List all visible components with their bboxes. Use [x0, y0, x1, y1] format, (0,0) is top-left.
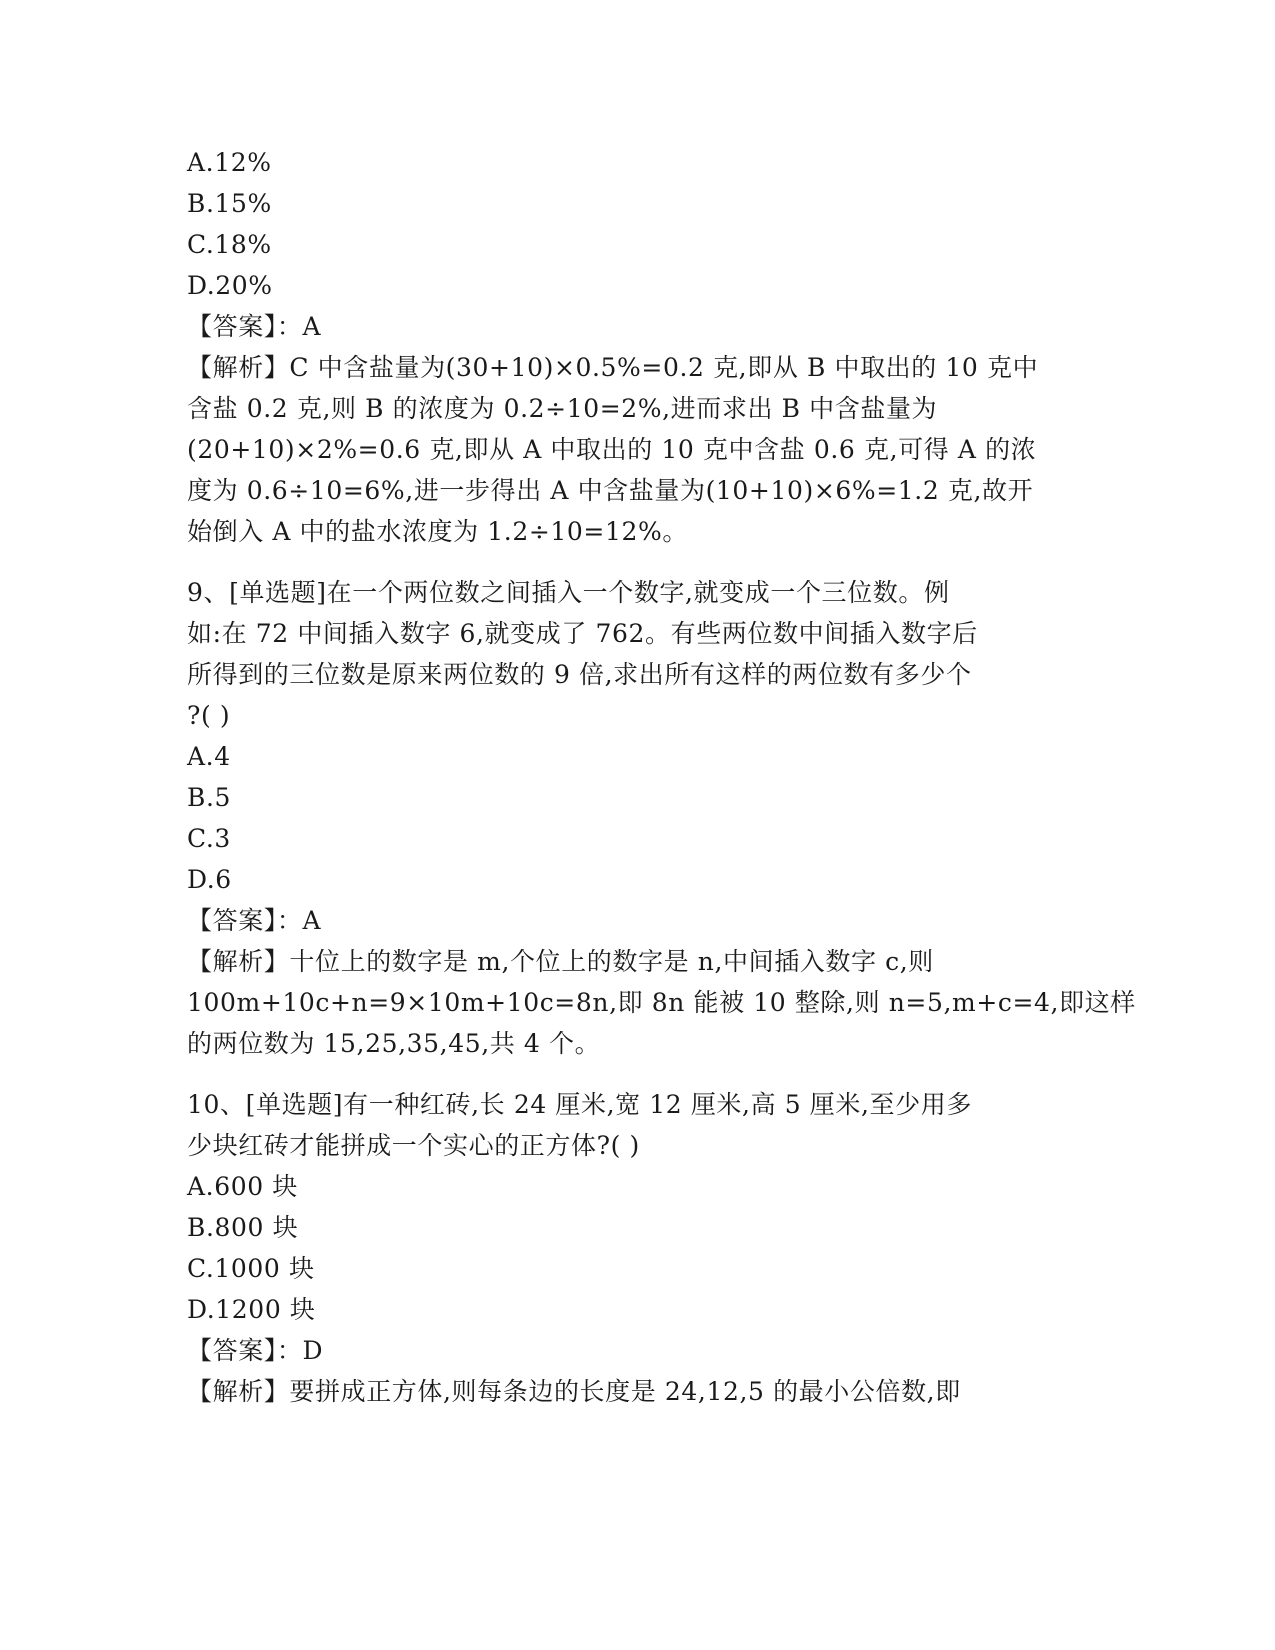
option-d: D.20%: [187, 271, 273, 300]
analysis-line: 【解析】十位上的数字是 m,个位上的数字是 n,中间插入数字 c,则: [187, 947, 934, 976]
answer-line: 【答案】：A: [187, 906, 322, 935]
option-b: B.5: [187, 783, 232, 812]
option-d: D.6: [187, 865, 232, 894]
analysis-line: 度为 0.6÷10=6%,进一步得出 A 中含盐量为(10+10)×6%=1.2 克,故开: [187, 476, 1034, 505]
option-c: C.3: [187, 824, 231, 853]
question-line: 所得到的三位数是原来两位数的 9 倍,求出所有这样的两位数有多少个: [187, 660, 972, 689]
analysis-line: 含盐 0.2 克,则 B 的浓度为 0.2÷10=2%,进而求出 B 中含盐量为: [187, 394, 938, 423]
question-line: ?( ): [187, 701, 231, 730]
option-a: A.4: [187, 742, 231, 771]
question-line: 如:在 72 中间插入数字 6,就变成了 762。有些两位数中间插入数字后: [187, 619, 978, 648]
analysis-line: 始倒入 A 中的盐水浓度为 1.2÷10=12%。: [187, 517, 688, 546]
question-line: 9、[单选题]在一个两位数之间插入一个数字,就变成一个三位数。例: [187, 578, 950, 607]
option-b: B.800 块: [187, 1213, 299, 1242]
option-a: A.600 块: [187, 1172, 298, 1201]
analysis-line: 100m+10c+n=9×10m+10c=8n,即 8n 能被 10 整除,则 n=5,m+c=4,即这样: [187, 988, 1136, 1017]
analysis-line: 【解析】要拼成正方体,则每条边的长度是 24,12,5 的最小公倍数,即: [187, 1377, 961, 1406]
analysis-line: 【解析】C 中含盐量为(30+10)×0.5%=0.2 克,即从 B 中取出的 10 克中: [187, 353, 1039, 382]
answer-line: 【答案】：D: [187, 1336, 324, 1365]
option-a: A.12%: [187, 148, 272, 177]
answer-line: 【答案】：A: [187, 312, 322, 341]
analysis-line: 的两位数为 15,25,35,45,共 4 个。: [187, 1029, 601, 1058]
option-b: B.15%: [187, 189, 272, 218]
option-c: C.18%: [187, 230, 272, 259]
question-line: 少块红砖才能拼成一个实心的正方体?( ): [187, 1131, 640, 1160]
question-line: 10、[单选题]有一种红砖,长 24 厘米,宽 12 厘米,高 5 厘米,至少用多: [187, 1090, 972, 1119]
option-c: C.1000 块: [187, 1254, 315, 1283]
option-d: D.1200 块: [187, 1295, 316, 1324]
analysis-line: (20+10)×2%=0.6 克,即从 A 中取出的 10 克中含盐 0.6 克,可得 A 的浓: [187, 435, 1037, 464]
